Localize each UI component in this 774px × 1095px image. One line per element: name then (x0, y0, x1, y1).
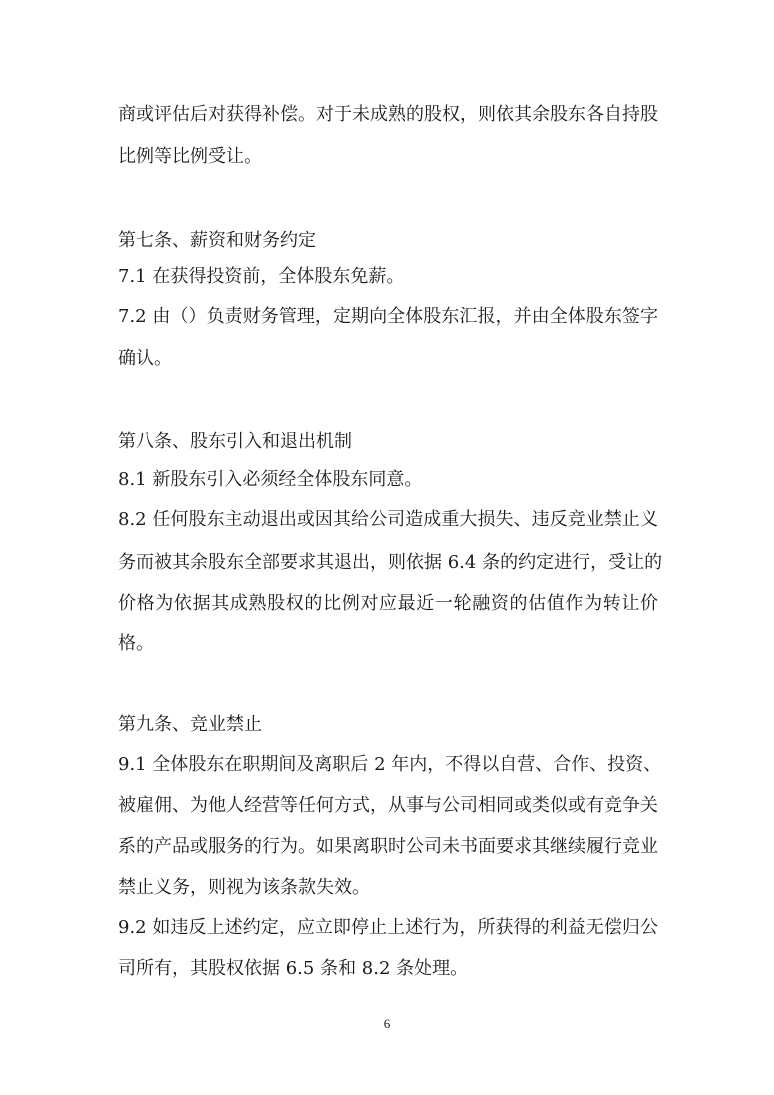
paragraph-line: 比例等比例受让。 (118, 146, 262, 167)
paragraph-line: 司所有，其股权依据 6.5 条和 8.2 条处理。 (118, 958, 469, 979)
paragraph-line: 被雇佣、为他人经营等任何方式，从事与公司相同或类似或有竞争关 (118, 795, 658, 816)
paragraph-line: 价格为依据其成熟股权的比例对应最近一轮融资的估值作为转让价 (118, 593, 658, 614)
paragraph-line: 禁止义务，则视为该条款失效。 (118, 877, 370, 898)
section-heading-article-9: 第九条、竞业禁止 (118, 714, 262, 735)
clause-9-2: 9.2 如违反上述约定，应立即停止上述行为，所获得的利益无偿归公 (118, 917, 658, 938)
section-heading-article-7: 第七条、薪资和财务约定 (118, 230, 316, 251)
clause-7-1: 7.1 在获得投资前，全体股东免薪。 (118, 266, 405, 287)
clause-8-2: 8.2 任何股东主动退出或因其给公司造成重大损失、违反竞业禁止义 (118, 509, 658, 530)
paragraph-line: 确认。 (118, 348, 172, 369)
paragraph-line: 系的产品或服务的行为。如果离职时公司未书面要求其继续履行竞业 (118, 836, 658, 857)
page-number: 6 (383, 1016, 391, 1031)
clause-7-2: 7.2 由（）负责财务管理，定期向全体股东汇报，并由全体股东签字 (118, 306, 658, 327)
paragraph-line: 商或评估后对获得补偿。对于未成熟的股权，则依其余股东各自持股 (118, 104, 658, 125)
paragraph-line: 务而被其余股东全部要求其退出，则依据 6.4 条的约定进行，受让的 (118, 552, 663, 573)
clause-9-1: 9.1 全体股东在职期间及离职后 2 年内，不得以自营、合作、投资、 (118, 754, 662, 775)
section-heading-article-8: 第八条、股东引入和退出机制 (118, 431, 352, 452)
clause-8-1: 8.1 新股东引入必须经全体股东同意。 (118, 469, 423, 490)
paragraph-line: 格。 (118, 633, 154, 654)
